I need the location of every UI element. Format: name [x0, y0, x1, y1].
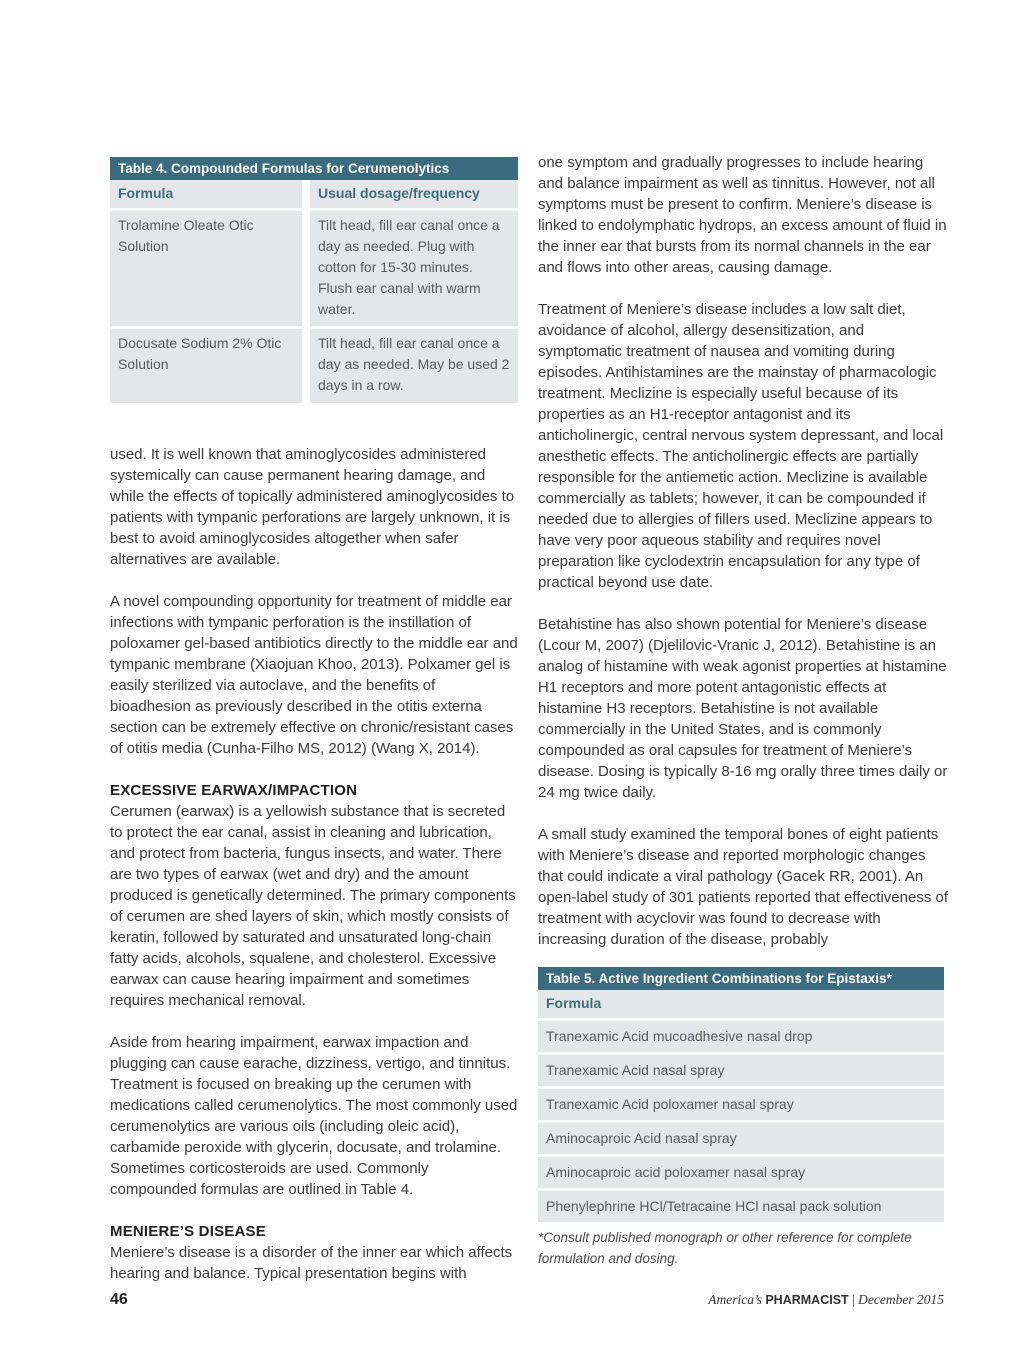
section-heading-earwax: EXCESSIVE EARWAX/IMPACTION	[110, 782, 358, 799]
table-row: Tranexamic Acid poloxamer nasal spray	[538, 1089, 944, 1123]
table-5-header-formula: Formula	[538, 990, 944, 1021]
table-cell-dosage: Tilt head, fill ear canal once a day as needed. May be used 2 days in a row.	[310, 329, 518, 406]
paragraph: Betahistine has also shown potential for Meniere’s disease (Lcour M, 2007) (Djelilovic-Vranic J, 2012). Betahistine is an analog of histamine with weak agonist properties at histamine H1 receptors and more potent antagonistic effects at histamine H3 receptors. Betahistine is not available commercially in the United States, and is commonly compounded as oral capsules for treatment of Meniere’s disease. Dosing is typically 8-16 mg orally three times daily or 24 mg twice daily.	[538, 616, 948, 801]
paragraph: Meniere’s disease is a disorder of the inner ear which affects hearing and balance. Typical presentation begins with	[110, 1244, 513, 1282]
table-4-title: Table 4. Compounded Formulas for Cerumenolytics	[110, 157, 518, 180]
table-row: Aminocaproic Acid nasal spray	[538, 1123, 944, 1157]
table-row	[110, 329, 518, 406]
table-5	[538, 967, 944, 1269]
paragraph: A small study examined the temporal bones of eight patients with Meniere’s disease and reported morphologic changes that could indicate a viral pathology (Gacek RR, 2001). An open-label study of 301 patients reported that effectiveness of treatment with acyclovir was found to decrease with increasing duration of the disease, probably	[538, 826, 948, 948]
paragraph: one symptom and gradually progresses to include hearing and balance impairment as well as tinnitus. However, not all symptoms must be present to confirm. Meniere’s disease is linked to endolymphatic hydrops, an excess amount of fluid in the inner ear that bursts from its normal channels in the ear and flows into other areas, causing damage.	[538, 154, 947, 276]
issue-date: December 2015	[858, 1292, 944, 1307]
publication-footer	[708, 1292, 944, 1308]
right-column	[538, 152, 948, 1269]
table-4	[110, 157, 518, 406]
table-row: Phenylephrine HCl/Tetracaine HCl nasal pack solution	[538, 1191, 944, 1225]
publication-prefix: America’s	[708, 1292, 762, 1307]
table-row: Tranexamic Acid mucoadhesive nasal drop	[538, 1021, 944, 1055]
page-number: 46	[110, 1291, 128, 1308]
table-4-header-dosage: Usual dosage/frequency	[310, 180, 518, 211]
table-row: Tranexamic Acid nasal spray	[538, 1055, 944, 1089]
paragraph: used. It is well known that aminoglycosides administered systemically can cause permanent hearing damage, and while the effects of topically administered aminoglycosides to patients with tympanic perforations are largely unknown, it is best to avoid aminoglycosides altogether when safer alternatives are available.	[110, 446, 515, 568]
footer-separator: |	[852, 1292, 855, 1307]
table-5-footnote: *Consult published monograph or other reference for complete formulation and dosing.	[538, 1230, 912, 1266]
table-5-title: Table 5. Active Ingredient Combinations for Epistaxis*	[538, 967, 944, 990]
paragraph: Cerumen (earwax) is a yellowish substance that is secreted to protect the ear canal, assist in cleaning and lubrication, and protect from bacteria, fungus insects, and water. There are two types of earwax (wet and dry) and the amount produced is genetically determined. The primary components of cerumen are shed layers of skin, which mostly consists of keratin, followed by saturated and unsaturated long-chain fatty acids, alcohols, squalene, and cholesterol. Excessive earwax can cause hearing impairment and sometimes requires mechanical removal.	[110, 803, 516, 1009]
table-cell-dosage: Tilt head, fill ear canal once a day as needed. Plug with cotton for 15-30 minutes. Flush ear canal with warm water.	[310, 211, 518, 329]
paragraph: A novel compounding opportunity for treatment of middle ear infections with tympanic perforation is the instillation of poloxamer gel-based antibiotics directly to the middle ear and tympanic membrane (Xiaojuan Khoo, 2013). Polxamer gel is easily sterilized via autoclave, and the benefits of bioadhesion as previously described in the otitis externa section can be extremely effective on chronic/resistant cases of otitis media (Cunha-Filho MS, 2012) (Wang X, 2014).	[110, 593, 518, 757]
table-row	[110, 211, 518, 329]
table-4-header-formula: Formula	[110, 180, 310, 211]
paragraph: Treatment of Meniere’s disease includes a low salt diet, avoidance of alcohol, allergy desensitization, and symptomatic treatment of nausea and vomiting during episodes. Antihistamines are the mainstay of pharmacologic treatment. Meclizine is especially useful because of its properties as an H1-receptor antagonist and its anticholinergic, central nervous system depressant, and local anesthetic effects. The anticholinergic effects are partially responsible for the antiemetic action. Meclizine is available commercially as tablets; however, it can be compounded if needed due to allergies of fillers used. Meclizine appears to have very poor aqueous stability and requires novel preparation like cyclodextrin encapsulation for any type of practical beyond use date.	[538, 301, 944, 591]
table-cell-formula: Docusate Sodium 2% Otic Solution	[110, 329, 310, 406]
left-column	[110, 157, 518, 1284]
table-cell-formula: Trolamine Oleate Otic Solution	[110, 211, 310, 329]
paragraph: Aside from hearing impairment, earwax impaction and plugging can cause earache, dizziness, vertigo, and tinnitus. Treatment is focused on breaking up the cerumen with medications called cerumenolytics. The most commonly used cerumenolytics are various oils (including oleic acid), carbamide peroxide with glycerin, docusate, and trolamine. Sometimes corticosteroids are used. Commonly compounded formulas are outlined in Table 4.	[110, 1034, 518, 1198]
publication-name: PHARMACIST	[765, 1293, 849, 1307]
table-row: Aminocaproic acid poloxamer nasal spray	[538, 1157, 944, 1191]
section-heading-meniere: MENIERE’S DISEASE	[110, 1223, 266, 1240]
